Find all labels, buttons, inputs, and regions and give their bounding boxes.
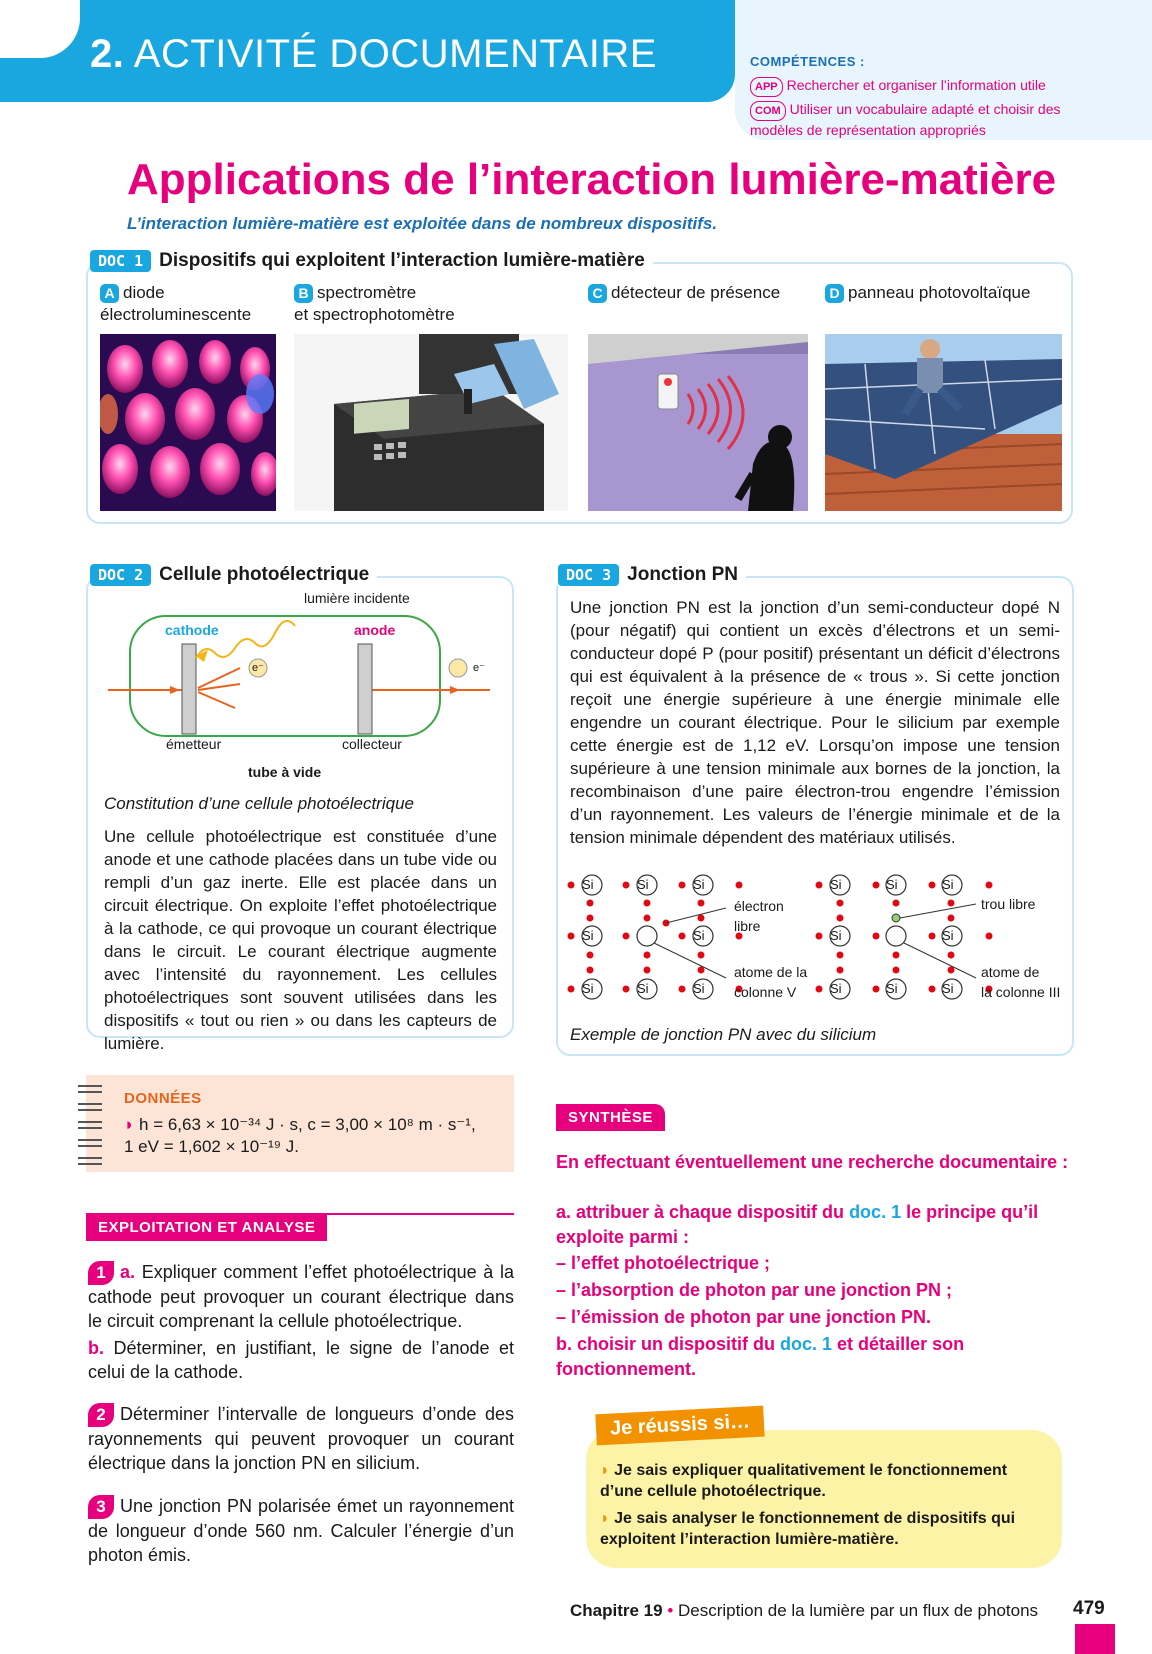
electron-label-1: e⁻ — [252, 662, 264, 674]
collector-label: collecteur — [342, 736, 402, 752]
reussis-item-1: ◗ Je sais expliquer qualitativement le fonctionnement d’une cellule photoélectrique. — [600, 1462, 1008, 1500]
si-atom-13: Si — [942, 928, 954, 943]
doc1-header — [90, 250, 653, 272]
donnees-values: ◗ h = 6,63 × 10⁻³⁴ J · s, c = 3,00 × 10⁸ m · s⁻¹, 1 eV = 1,602 × 10⁻¹⁹ J. — [124, 1115, 476, 1156]
cathode-label: cathode — [165, 622, 219, 638]
synthese-tag: SYNTHÈSE — [556, 1104, 665, 1131]
question-1b: b. Déterminer, en justifiant, le signe de l’anode et celui de la cathode. — [88, 1338, 514, 1382]
free-electron-label: électron libre — [734, 898, 784, 934]
competences-label: COMPÉTENCES : — [750, 54, 865, 69]
spectrometer-photo — [294, 334, 568, 511]
si-atom-3: Si — [693, 877, 705, 892]
page-number: 479 — [1073, 1598, 1105, 1619]
atom-v-label: atome de la colonne V — [734, 964, 808, 1000]
si-atom-4: Si — [582, 928, 594, 943]
si-atom-7: Si — [637, 981, 649, 996]
reussis-item-2: ◗ Je sais analyser le fonctionnement de dispositifs qui exploitent l’interaction lumière-matière. — [600, 1510, 1016, 1548]
exploitation-tag: EXPLOITATION ET ANALYSE — [86, 1214, 327, 1241]
doc3-caption: Exemple de jonction PN avec du silicium — [570, 1025, 877, 1044]
doc1-item-c: C détecteur de présence — [588, 282, 818, 304]
si-atom-12: Si — [830, 928, 842, 943]
si-atom-1: Si — [582, 877, 594, 892]
donnees-label: DONNÉES — [124, 1090, 202, 1107]
anode-label: anode — [354, 622, 396, 638]
solar-panel-photo — [825, 334, 1062, 511]
si-atom-5: Si — [693, 928, 705, 943]
si-atom-10: Si — [886, 877, 898, 892]
question-2: 2 Déterminer l’intervalle de longueurs d’onde des rayonnements qui peuvent provoquer un courant électrique dans la jonction PN en silicium. — [88, 1404, 514, 1473]
doc2-text: Une cellule photoélectrique est constituée d’une anode et une cathode placées dans un tube vide ou rempli d’un gaz inerte. Elle est placée dans un circuit électrique. On exploite l’effet photoélectrique à la cathode, ce qui provoque un courant électrique dans le circuit. Le courant électrique augmente avec l’intensité du rayonnement. Les cellules photoélectriques sont souvent utilisées dans les dispositifs « tout ou rien » ou dans les capteurs de lumière. — [104, 827, 497, 1053]
doc2-tag: DOC 2 — [90, 564, 151, 586]
synthese-intro: En effectuant éventuellement une recherche documentaire : — [556, 1152, 1069, 1172]
footer: Chapitre 19 • Description de la lumière par un flux de photons — [570, 1601, 1039, 1620]
question-3: 3 Une jonction PN polarisée émet un rayonnement de longueur d’onde 560 nm. Calculer l’énergie d’un photon émis. — [88, 1496, 514, 1565]
doc2-caption: Constitution d’une cellule photoélectrique — [104, 794, 414, 813]
page-corner-bar — [1075, 1624, 1115, 1654]
emitter-label: émetteur — [166, 736, 222, 752]
doc3-title: Jonction PN — [619, 564, 746, 586]
si-atom-15: Si — [886, 981, 898, 996]
synthese-a: a. attribuer à chaque dispositif du doc. 1 le principe qu’il exploite parmi : — [556, 1202, 1039, 1247]
si-atom-2: Si — [637, 877, 649, 892]
doc1-item-b: B spectromètre et spectrophotomètre — [294, 283, 455, 324]
presence-detector-illustration — [588, 334, 808, 511]
competence-com: COM Utiliser un vocabulaire adapté et choisir des modèles de représentation appropriés — [750, 101, 1061, 138]
si-atom-6: Si — [582, 981, 594, 996]
doc3-text: Une jonction PN est la jonction d’un semi-conducteur dopé N (pour négatif) qui contient un excès d’électrons et un semi-conducteur dopé P (pour positif) présentant un déficit d’électrons qui est équivalent à la présence de « trous ». Si cette jonction reçoit une énergie supérieure à une énergie minimale elle engendre un courant électrique. Pour le silicium par exemple cette énergie est de 1,12 eV. Lorsqu’on impose une tension supérieure à une tension minimale aux bornes de la jonction, la recombinaison d’une paire électron-trou engendre l’émission d’un rayonnement. Les valeurs de l’énergie minimale et de la tension minimale dépendent des matériaux utilisés. — [570, 598, 1060, 847]
photocell-diagram — [100, 588, 500, 788]
synthese-b: b. choisir un dispositif du doc. 1 et détailler son fonctionnement. — [556, 1334, 965, 1379]
led-photo — [100, 334, 276, 511]
doc1-item-a: A diode électroluminescente — [100, 283, 252, 324]
doc1-tag: DOC 1 — [90, 250, 151, 272]
reussis-tag: Je réussis si… — [595, 1406, 764, 1446]
synthese-item-1: – l’effet photoélectrique ; — [556, 1253, 771, 1273]
tube-label: tube à vide — [248, 764, 322, 780]
doc1-item-d: D panneau photovoltaïque — [825, 282, 1065, 304]
si-atom-16: Si — [942, 981, 954, 996]
competence-app: APP Rechercher et organiser l’information utile — [750, 76, 1080, 97]
doc1-title: Dispositifs qui exploitent l’interaction lumière-matière — [151, 250, 653, 272]
doc2-header — [90, 564, 377, 586]
atom-iii-label: atome de la colonne III — [981, 964, 1061, 1000]
si-atom-11: Si — [942, 877, 954, 892]
spiral-binding-icon — [76, 1082, 106, 1168]
page-subtitle: L’interaction lumière-matière est exploitée dans de nombreux dispositifs. — [127, 214, 718, 233]
page-title: Applications de l’interaction lumière-matière — [127, 155, 1057, 204]
electron-label-2: e⁻ — [473, 662, 485, 674]
activity-title: 2. ACTIVITÉ DOCUMENTAIRE — [90, 32, 657, 76]
si-atom-8: Si — [693, 981, 705, 996]
si-atom-9: Si — [830, 877, 842, 892]
doc2-title: Cellule photoélectrique — [151, 564, 377, 586]
synthese-item-2: – l’absorption de photon par une jonction PN ; — [556, 1280, 952, 1300]
doc3-tag: DOC 3 — [558, 564, 619, 586]
hole-label: trou libre — [981, 896, 1036, 912]
question-1a: 1 a. Expliquer comment l’effet photoélectrique à la cathode peut provoquer un courant électrique dans le circuit comprenant la cellule photoélectrique. — [88, 1262, 514, 1331]
light-label: lumière incidente — [304, 590, 410, 606]
si-atom-14: Si — [830, 981, 842, 996]
doc3-header — [558, 564, 746, 586]
synthese-item-3: – l’émission de photon par une jonction PN. — [556, 1307, 932, 1327]
